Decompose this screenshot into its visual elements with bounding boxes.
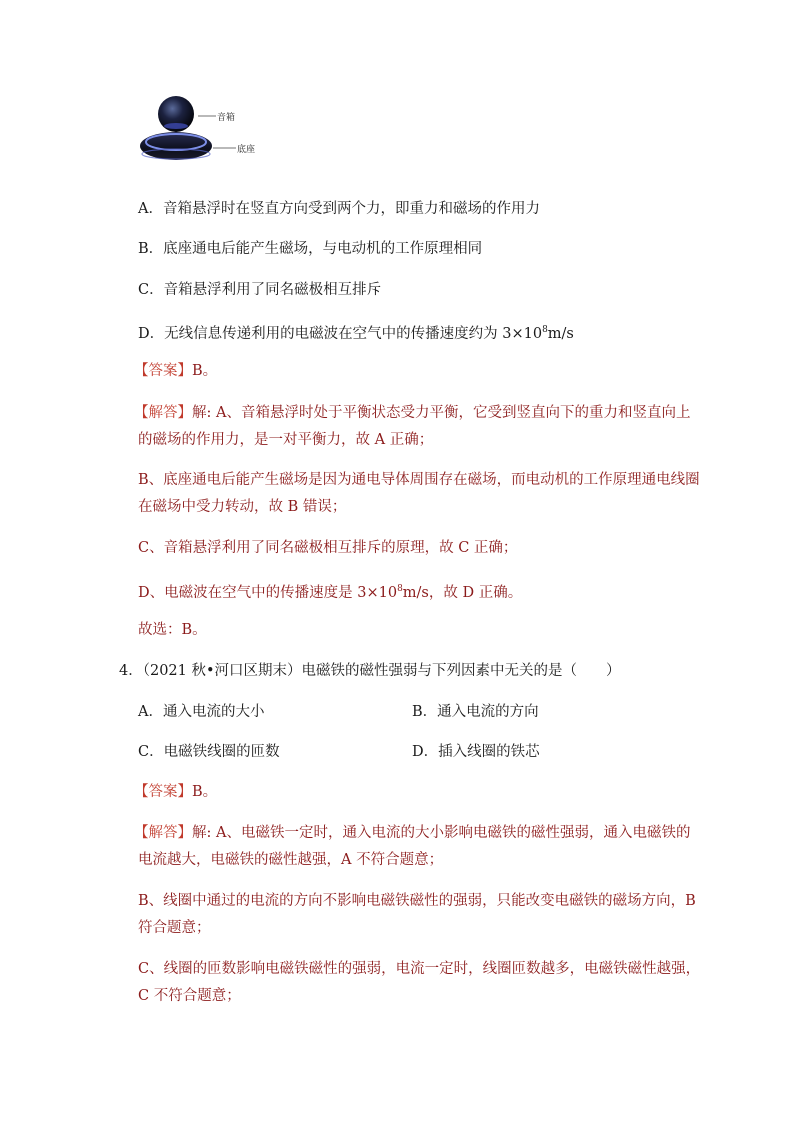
q4-solution-line-4: 符合题意；	[138, 920, 211, 936]
q4-solution-line-5: C、线圈的匝数影响电磁铁磁性的强弱，电流一定时，线圈匝数越多，电磁铁磁性越强，	[138, 961, 701, 977]
q4-option-a: A．通入电流的大小	[138, 704, 265, 720]
answer-tag: 【答案】	[134, 784, 192, 800]
label-base: 底座	[237, 145, 256, 155]
q3-solution-line-6: D、电磁波在空气中的传播速度是 $3\times 10^8m/s$，故 D 正确。	[138, 584, 523, 601]
answer-tag: 【答案】	[134, 363, 192, 379]
q3-solution-line-5: C、音箱悬浮利用了同名磁极相互排斥的原理，故 C 正确；	[138, 540, 518, 556]
q4-solution-line-2: 电流越大，电磁铁的磁性越强，A 不符合题意；	[138, 852, 444, 868]
q3-answer: 【答案】B。	[134, 363, 218, 379]
label-speaker: 音箱	[217, 113, 236, 123]
q3-solution-line-4: 在磁场中受力转动，故 B 错误；	[138, 499, 347, 515]
q3-solution-line-1: 【解答】解: A、音箱悬浮时处于平衡状态受力平衡，它受到竖直向下的重力和竖直向上	[134, 405, 691, 421]
speaker-illustration	[138, 92, 268, 170]
q4-solution-line-1: 【解答】解: A、电磁铁一定时，通入电流的大小影响电磁铁的磁性强弱，通入电磁铁的	[134, 825, 691, 841]
q4-solution-line-3: B、线圈中通过的电流的方向不影响电磁铁磁性的强弱，只能改变电磁铁的磁场方向，B	[138, 893, 696, 909]
q4-stem: 4．（2021 秋•河口区期末）电磁铁的磁性强弱与下列因素中无关的是（ ）	[119, 663, 621, 679]
q3-conclusion: 故选：B。	[138, 622, 207, 638]
solution-tag: 【解答】	[134, 405, 192, 421]
q3-option-c: C．音箱悬浮利用了同名磁极相互排斥	[138, 282, 382, 298]
q4-option-c: C．电磁铁线圈的匝数	[138, 744, 280, 760]
q3-option-b: B．底座通电后能产生磁场，与电动机的工作原理相同	[138, 241, 483, 257]
q3-option-d: D．无线信息传递利用的电磁波在空气中的传播速度约为 $3\times 10^8m/s$	[138, 325, 574, 342]
q4-answer: 【答案】B。	[134, 784, 218, 800]
solution-tag: 【解答】	[134, 825, 192, 841]
q3-option-a: A．音箱悬浮时在竖直方向受到两个力，即重力和磁场的作用力	[138, 201, 540, 217]
q4-option-d: D．插入线圈的铁芯	[412, 744, 540, 760]
levitating-speaker-figure	[138, 92, 268, 170]
q3-solution-line-2: 的磁场的作用力，是一对平衡力，故 A 正确；	[138, 432, 434, 448]
q4-option-b: B．通入电流的方向	[412, 704, 539, 720]
q3-solution-line-3: B、底座通电后能产生磁场是因为通电导体周围存在磁场，而电动机的工作原理通电线圈	[138, 472, 700, 488]
q4-solution-line-6: C 不符合题意；	[138, 988, 241, 1004]
